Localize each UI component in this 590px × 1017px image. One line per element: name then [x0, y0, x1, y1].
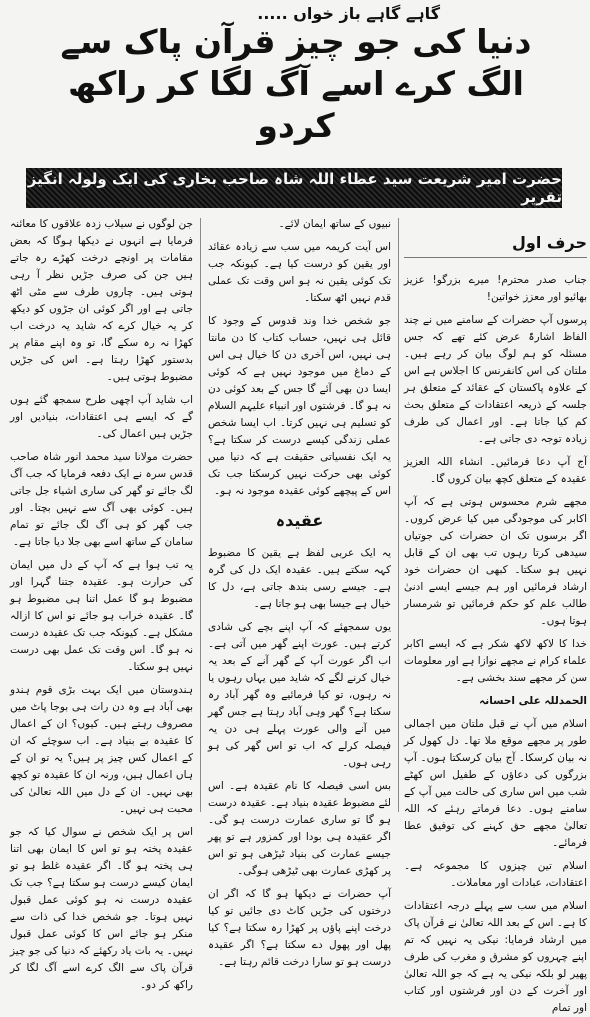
section-heading: حرف اول: [404, 234, 587, 258]
paragraph: جناب صدر محترم! میرے بزرگو! عزیز بھائیو اور معزز خواتین!: [404, 274, 587, 303]
paragraph: اب شاید آپ اچھی طرح سمجھ گئے ہوں گے کہ ایسے ہی اعتقادات، بنیادیں اور جڑیں ہیں اعمال کی۔: [10, 394, 193, 440]
section-heading: عقیدہ: [275, 511, 324, 530]
paragraph: اس پر ایک شخص نے سوال کیا کہ جو عقیدہ پختہ ہو تو اس کا ایمان بھی اتنا ہی پختہ ہو گا۔ اگر عقیدہ غلط ہو تو ایمان کیسے درست ہو سکتا ہے؟ جب تک عقیدہ درست نہ ہو کوئی عمل قبول نہیں ہوتا۔ جو شخص خدا کی ذات سے منکر ہو جائے اس کا کوئی عمل قبول نہیں۔ یہ بات یاد رکھئے کہ دنیا کی جو چیز قرآن پاک سے الگ کرے اسے آگ لگا کر راکھ کر دو۔: [10, 826, 193, 991]
paragraph: یوں سمجھئے کہ آپ اپنے بچے کی شادی کرتے ہیں۔ عورت اپنے گھر میں آتی ہے۔ اب اگر عورت آپ کے گھر آنے کے بعد یہ خیال کرنے لگے کہ شاید میں یہاں رہوں یا نہ رہوں، تو کیا فرمائیے وہ گھر آباد رہ سکتا ہے؟ گھر وہی آباد رہتا ہے جس گھر میں آنے والی عورت پہلے ہی دن یہ فیصلہ کرلے کہ اب تو اس گھر کی ہو رہی ہوں۔: [208, 621, 391, 769]
paragraph: مجھے شرم محسوس ہوتی ہے کہ آپ اکابر کی موجودگی میں کیا عرض کروں۔ اگر برسوں تک ان حضرات کی جوتیاں سیدھی کرتا رہوں تب بھی ان کے قابل نہیں ہو سکتا۔ کبھی ان حضرات خود ارشاد فرمائیں اور ہم جیسے ایسے ادنیٰ طالب علم کو حکم فرمائیں تو شرمسار ہوتا ہوں۔: [404, 496, 587, 627]
column-divider: [200, 218, 201, 812]
paragraph: حضرت مولانا سید محمد انور شاہ صاحب قدس سرہ نے ایک دفعہ فرمایا کہ جب آگ لگ جائے تو گھر کی ساری اشیاء جل جاتی ہیں۔ کوئی بھی آگ سے نہیں بچتا۔ اور جب گھر کو ہی آگ لگ جائے تو تمام سامان کے ساتھ اسے بھی جلا دیا جاتا ہے۔: [10, 451, 193, 548]
paragraph: پرسوں آپ حضرات کے سامنے میں نے چند الفاظ اشارۃً عرض کئے تھے کہ جس مسئلہ کو ہم لوگ بیان کر رہے ہیں۔ ملتان کی اس کانفرنس کا اجلاس ہے اس کے علاوہ پاکستان کے عقائد کے متعلق ہر جلسہ کے ذریعہ اعتقادات کے متعلق بحث کم کیا جاتا ہے۔ اور اعمال کی طرف زیادہ توجہ دی جاتی ہے۔: [404, 314, 587, 445]
kicker: گاہے گاہے باز خواں .....: [257, 4, 440, 23]
paragraph: اس آیت کریمہ میں سب سے زیادہ عقائد اور یقین کو درست کیا ہے۔ کیونکہ جب تک کوئی یقین نہ ہو اس وقت تک عملی قدم نہیں اٹھ سکتا۔: [208, 241, 391, 304]
paragraph: ہندوستان میں ایک بہت بڑی قوم ہندو بھی آباد ہے وہ دن رات ہی بوجا پاٹ میں مصروف رہتے ہیں۔ کیوں؟ ان کے اعمال کا عقیدہ بے بنیاد ہے۔ اب سوچئے کہ ان کے اعمال کس چیز پر ہیں؟ یہ تو ان کے ہاں اعمال ہیں، ورنہ ان کا عقیدہ تو کچھ بھی نہیں۔ ان کے دل میں اللہ تعالیٰ کی محبت ہی نہیں۔: [10, 684, 193, 815]
paragraph: خدا کا لاکھ لاکھ شکر ہے کہ ایسے اکابر علماء کرام نے مجھے نوازا ہے اور معلومات سن کر مجھے سند بخشی ہے۔: [404, 638, 587, 684]
paragraph: الحمدللہ علی احسانہ: [479, 695, 587, 707]
column-divider: [398, 218, 399, 812]
paragraph: نبیوں کے ساتھ ایمان لائے۔: [278, 218, 391, 230]
column-left: [10, 216, 193, 991]
paragraph: اسلام میں آپ نے قبل ملتان میں اجمالی طور پر مجھے موقع ملا تھا۔ دل کھول کر نہ بیان کرسکا۔ آج بیان کرسکتا ہوں۔ آپ بزرگوں کی دعاؤں کے طفیل اس کھٹے شب میں اس ساری کی حالت میں آپ کے سامنے ہوں۔ دعا فرماتے رہئے کہ اللہ تعالیٰ مجھے حق کہنے کی توفیق عطا فرمائے۔: [404, 718, 587, 849]
paragraph: یہ تب ہوا ہے کہ آپ کے دل میں ایمان کی حرارت ہو۔ عقیدہ جتنا گہرا اور مضبوط ہو گا عمل اتنا ہی مضبوط ہو گا۔ عقیدہ خراب ہو جائے تو اس کا ازالہ مشکل ہے۔ کیونکہ جب تک عقیدہ درست نہ ہو گا۔ اس وقت تک عمل بھی درست نہیں ہو سکتا۔: [10, 559, 193, 673]
paragraph: آپ حضرات نے دیکھا ہو گا کہ اگر ان درختوں کی جڑیں کاٹ دی جائیں تو کیا درخت اپنے پاؤں پر کھڑا رہ سکتا ہے؟ کیا پھل اور پھول دے سکتا ہے؟ اگر عقیدہ درست ہو تو سارا درخت قائم رہتا ہے۔: [208, 888, 391, 968]
paragraph: اسلام میں سب سے پہلے درجہ اعتقادات کا ہے۔ اس کے بعد اللہ تعالیٰ نے قرآن پاک میں ارشاد فرمایا: نیکی یہ نہیں کہ تم اپنے چہروں کو مشرق و مغرب کی طرف پھیر لو بلکہ نیکی یہ ہے کہ جو اللہ تعالیٰ اور آخرت کے دن اور فرشتوں اور کتاب اور تمام: [404, 900, 587, 1014]
column-right: [404, 216, 587, 1014]
paragraph: آج آپ دعا فرمائیں۔ انشاء اللہ العزیز عقیدہ کے متعلق کچھ بیان کروں گا۔: [404, 456, 587, 485]
column-middle: [208, 216, 391, 968]
paragraph: بس اسی فیصلہ کا نام عقیدہ ہے۔ اس لئے مضبوط عقیدہ بنیاد ہے۔ عقیدہ درست ہو گا تو ساری عمارت درست ہو گی۔ اگر عقیدہ ہی بودا اور کمزور ہے تو پھر جیسے عمارت کی بنیاد ٹیڑھی ہو تو اس پر کھڑی عمارت بھی ٹیڑھی ہوگی۔: [208, 780, 391, 877]
paragraph: یہ ایک عربی لفظ ہے یقین کا مضبوط کہہ سکتے ہیں۔ عقیدہ ایک دل کی گرہ ہے۔ جیسے رسی بندھ جاتی ہے، دل کا خیال ہے جیسا بھی ہو جاتا ہے۔: [208, 547, 391, 610]
headline: دنیا کی جو چیز قرآن پاک سے الگ کرے اسے آگ لگا کر راکھ کردو: [60, 22, 532, 145]
byline-banner: حضرت امیر شریعت سید عطاء اللہ شاہ صاحب بخاری کی ایک ولولہ انگیز تقریر: [27, 170, 562, 206]
paragraph: جو شخص خدا وند قدوس کے وجود کا قائل ہی نہیں، حساب کتاب کا دن مانتا ہی نہیں، اس آخری دن کا خیال ہی اس کے دماغ میں موجود نہیں ہے کہ کوئی ایسا دن بھی آئے گا جس کے بعد کوئی دن نہ ہو گا۔ فرشتوں اور انبیاء علیہم السلام کو تسلیم ہی نہیں کرتا۔ اب ایسا شخص عملی زندگی کیسے درست کر سکتا ہے؟ یہ ایک نفسیاتی حقیقت ہے کہ دنیا میں کوئی بھی حرکت نہیں کرسکتا جب تک اس کے پیچھے کوئی عقیدہ موجود نہ ہو۔: [208, 315, 391, 497]
paragraph: جن لوگوں نے سیلاب زدہ علاقوں کا معائنہ فرمایا ہے انہوں نے دیکھا ہوگا کہ بعض مقامات پر اونچے درخت کھڑے رہ جاتے ہیں جن کی صرف جڑیں نظر آ رہی ہوتی ہیں۔ چاروں طرف سے مٹی اٹھ جاتی ہے اور اگر کوئی ان جڑوں کو دیکھ کر یہ خیال کرے کہ شاید یہ درخت اب کھڑا نہ رہ سکے گا، تو وہ اپنے مقام پر بدستور کھڑا رہتا ہے۔ اس کی جڑیں مضبوط ہوتی ہیں۔: [10, 218, 193, 383]
paragraph: اسلام تین چیزوں کا مجموعہ ہے۔ اعتقادات، عبادات اور معاملات۔: [404, 860, 587, 889]
